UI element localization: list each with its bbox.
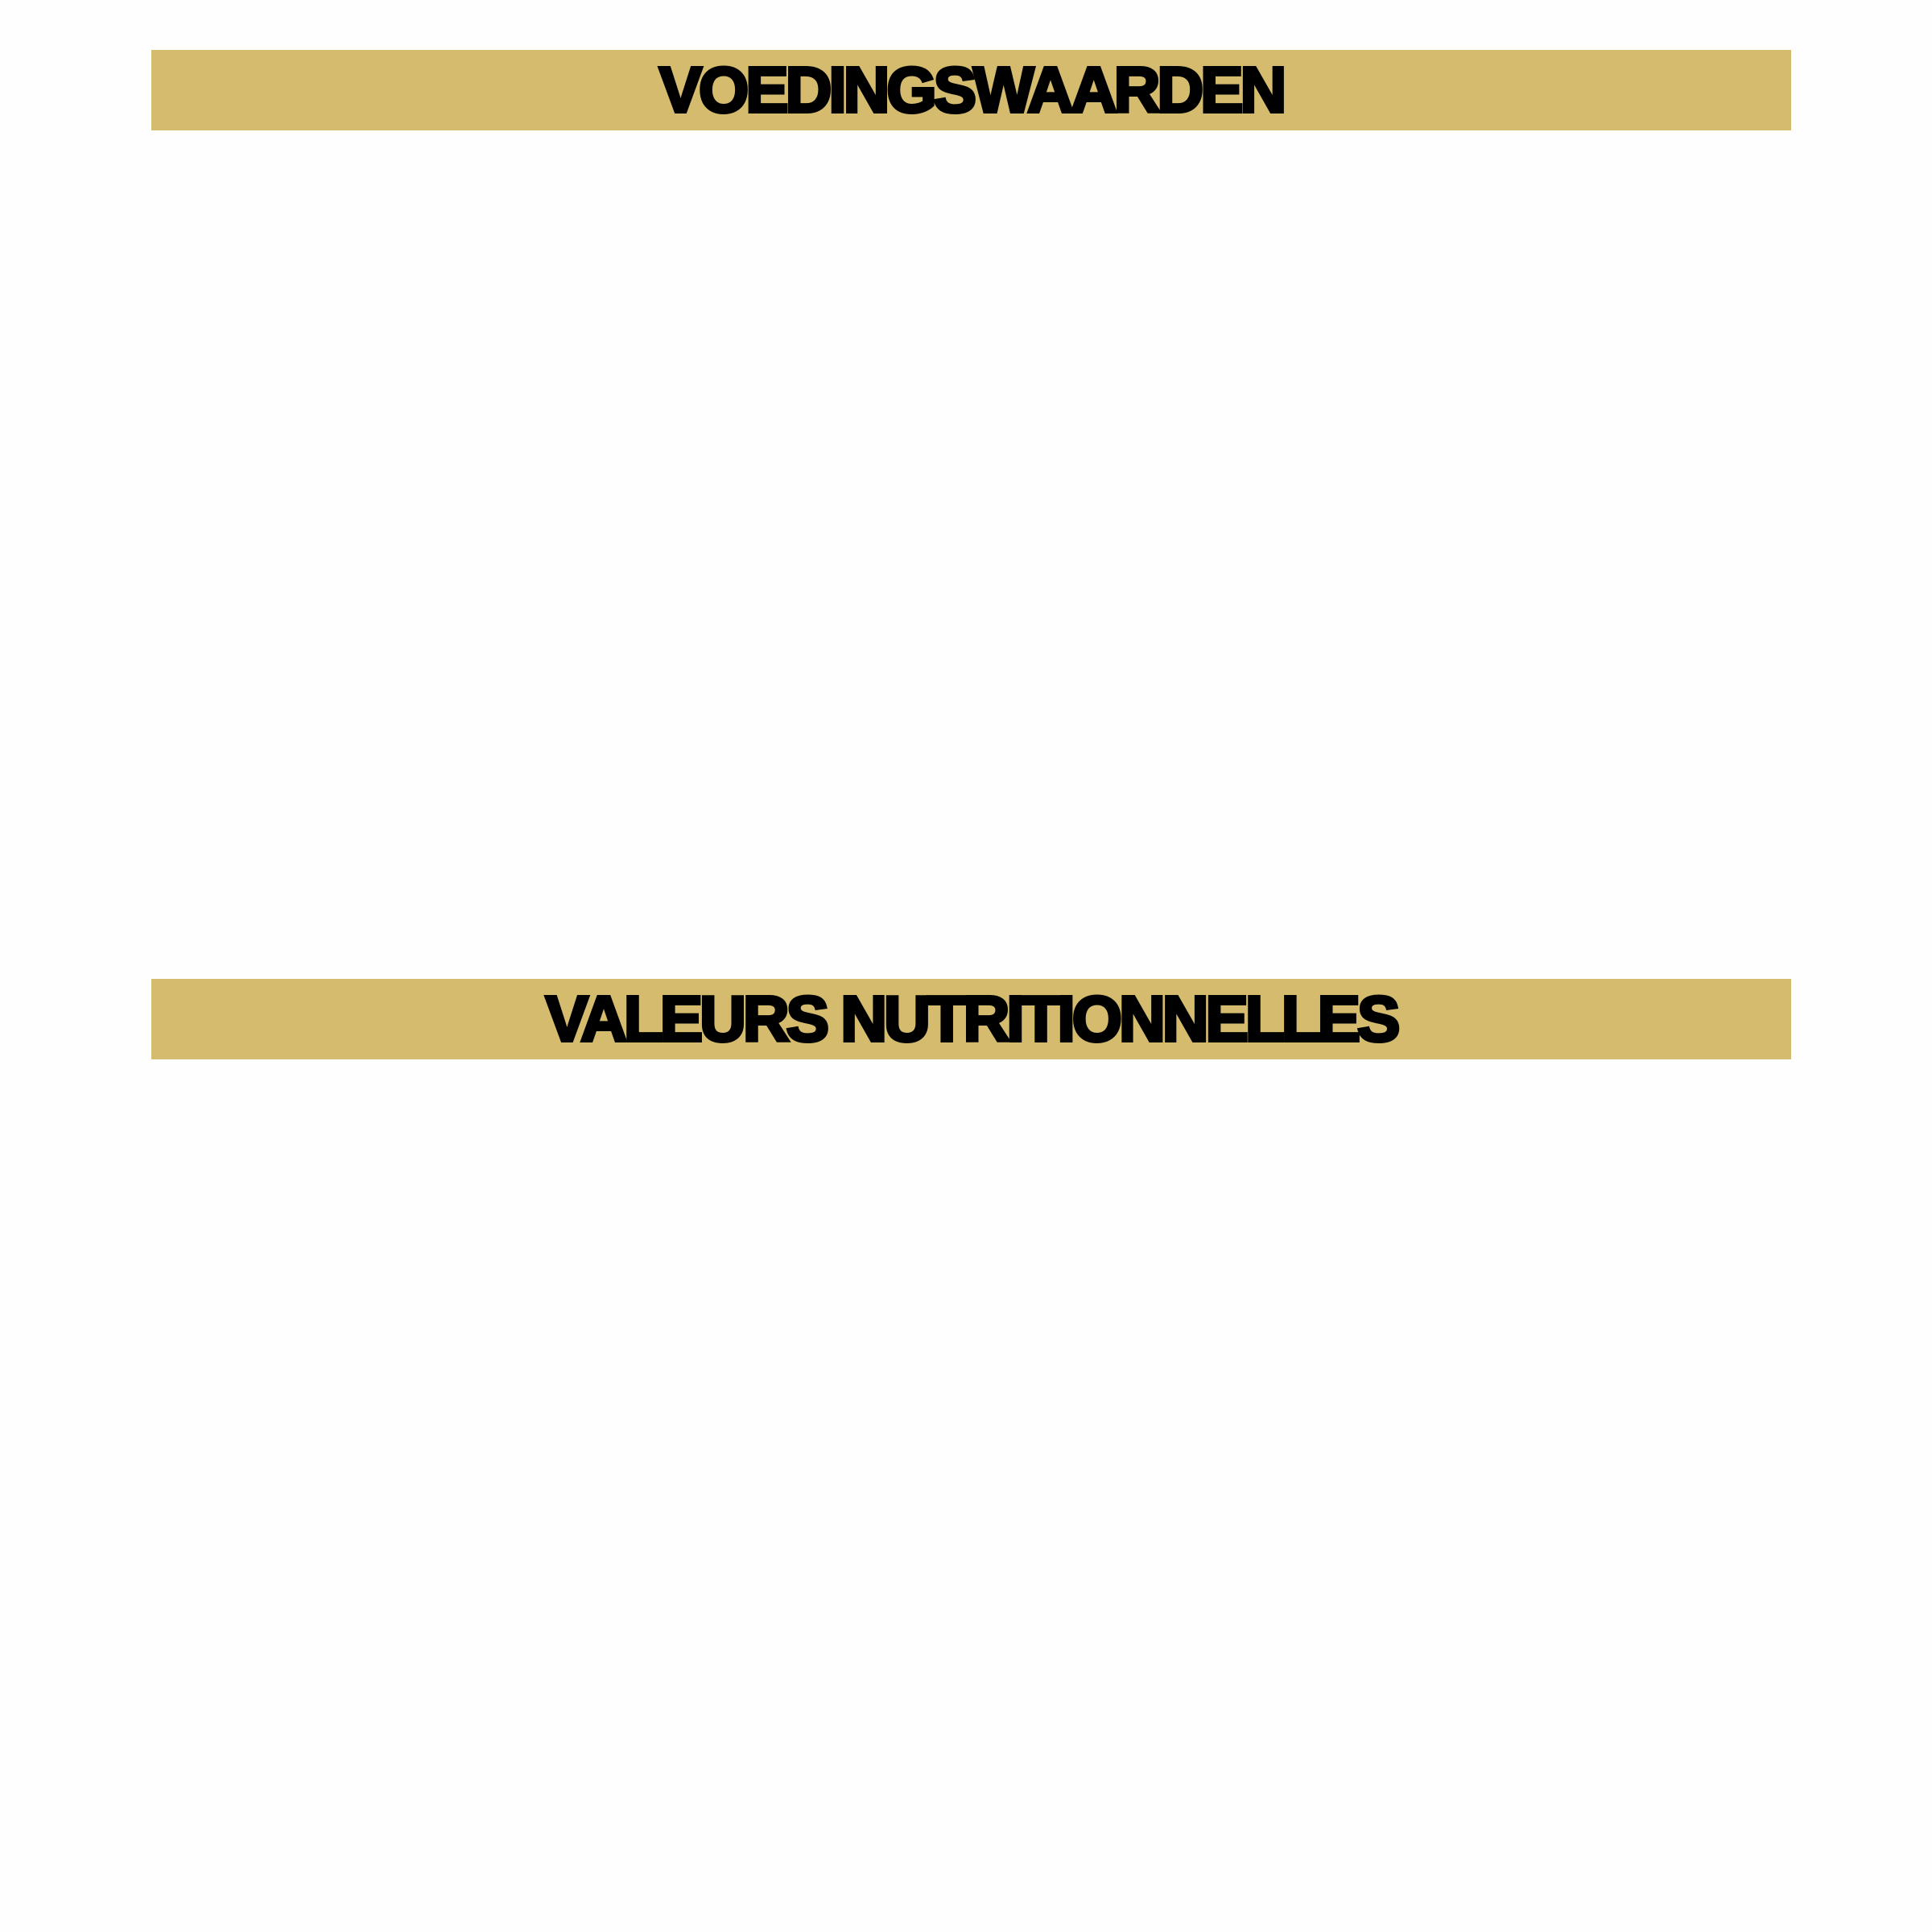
section-header-valeurs-nutritionnelles: [151, 979, 1791, 1059]
section-body-valeurs-nutritionnelles: [151, 1059, 1791, 1913]
section-title: VOEDINGSWAARDEN: [658, 54, 1284, 126]
section-body-voedingswaarden: [151, 130, 1791, 968]
section-header-voedingswaarden: [151, 50, 1791, 130]
section-title: VALEURS NUTRITIONNELLES: [545, 983, 1397, 1055]
